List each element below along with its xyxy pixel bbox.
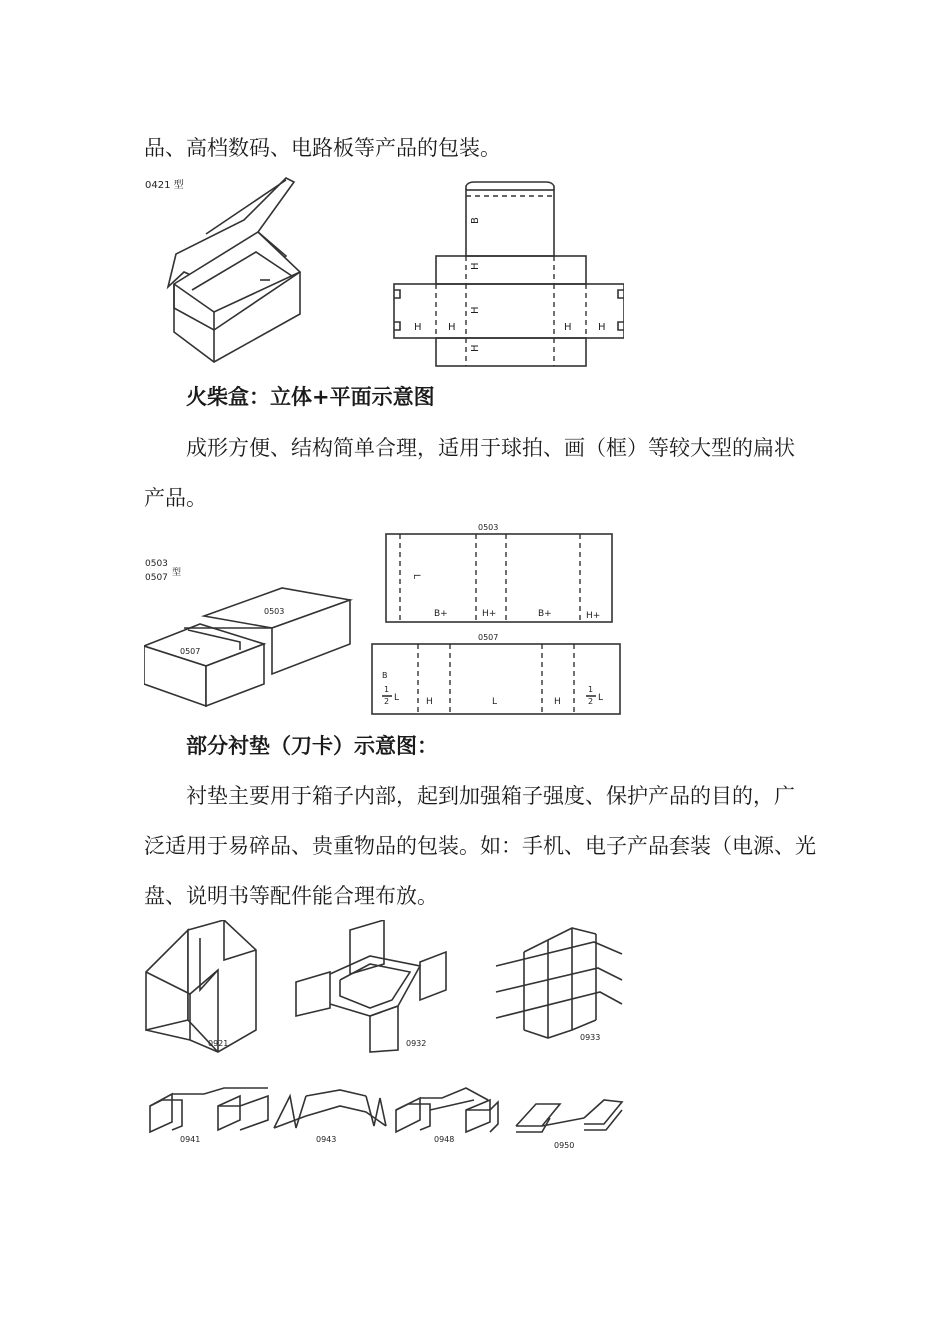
- liner-0921: [146, 920, 256, 1052]
- code-0948: 0948: [434, 1135, 455, 1144]
- label-half-num-2: 1: [588, 685, 594, 694]
- liner-0932: [296, 920, 446, 1052]
- label-h-1: H: [426, 697, 433, 707]
- label-l-half-2: L: [598, 693, 604, 703]
- label-h-plus-2: H+: [586, 611, 601, 621]
- label-b-vertical: B: [470, 217, 481, 224]
- label-h-vertical-3: H: [470, 344, 481, 352]
- label-b: B: [382, 671, 388, 680]
- code-0941: 0941: [180, 1135, 201, 1144]
- type-label-0503: 0503: [145, 559, 168, 569]
- label-h-vertical-1: H: [470, 262, 481, 270]
- code-0943: 0943: [316, 1135, 337, 1144]
- paragraph-liner-line3: 盘、说明书等配件能合理布放。: [144, 884, 438, 908]
- box-3d-drawing: [168, 178, 300, 362]
- label-h-2: H: [554, 697, 561, 707]
- label-b-plus-1: B+: [434, 609, 448, 619]
- flat-pattern-0507: [372, 633, 620, 714]
- heading-liner: 部分衬垫（刀卡）示意图：: [186, 734, 438, 758]
- liner-0948: [396, 1088, 498, 1144]
- flat-title-0503: 0503: [478, 523, 499, 532]
- figure-liners: [144, 920, 624, 1152]
- flat-title-0507: 0507: [478, 633, 499, 642]
- paragraph-liner-line2: 泛适用于易碎品、贵重物品的包装。如：手机、电子产品套装（电源、光: [144, 834, 816, 858]
- figure-matchbox: [144, 520, 624, 718]
- label-l-center: L: [492, 697, 498, 707]
- code-0921: 0921: [208, 1039, 229, 1048]
- paragraph-matchbox-line2: 产品。: [144, 486, 207, 510]
- type-label-0421: 0421 型: [145, 180, 184, 191]
- flat-pattern-0503: [386, 523, 612, 622]
- box-label-0507: 0507: [180, 647, 201, 656]
- label-h-3: H: [564, 322, 572, 333]
- box-label-0503: 0503: [264, 607, 285, 616]
- flat-pattern-0421: [394, 182, 624, 366]
- code-0950: 0950: [554, 1141, 575, 1150]
- label-half-den-1: 2: [384, 697, 390, 706]
- figure-0421-box: [144, 172, 624, 368]
- label-l-half-1: L: [394, 693, 400, 703]
- label-b-plus-2: B+: [538, 609, 552, 619]
- type-label-0507: 0507: [145, 573, 168, 583]
- liner-0943: [274, 1090, 386, 1144]
- label-h-4: H: [598, 322, 606, 333]
- label-h-plus-1: H+: [482, 609, 497, 619]
- label-h-vertical-2: H: [470, 306, 481, 314]
- paragraph-matchbox-line1: 成形方便、结构简单合理，适用于球拍、画（框）等较大型的扁状: [186, 436, 795, 460]
- label-l-rotated: L: [411, 574, 421, 580]
- label-half-den-2: 2: [588, 697, 594, 706]
- paragraph-tail: 品、高档数码、电路板等产品的包装。: [144, 136, 501, 160]
- label-h-2: H: [448, 322, 456, 333]
- type-label-suffix: 型: [172, 568, 182, 578]
- liner-0933: [496, 928, 622, 1042]
- code-0933: 0933: [580, 1033, 601, 1042]
- paragraph-liner-line1: 衬垫主要用于箱子内部，起到加强箱子强度、保护产品的目的，广: [186, 784, 795, 808]
- label-half-num-1: 1: [384, 685, 390, 694]
- heading-matchbox: 火柴盒：立体+平面示意图: [186, 385, 435, 409]
- code-0932: 0932: [406, 1039, 427, 1048]
- matchbox-3d-drawing: [144, 588, 350, 706]
- label-h-1: H: [414, 322, 422, 333]
- liner-0941: [150, 1088, 268, 1144]
- liner-0950: [516, 1100, 622, 1150]
